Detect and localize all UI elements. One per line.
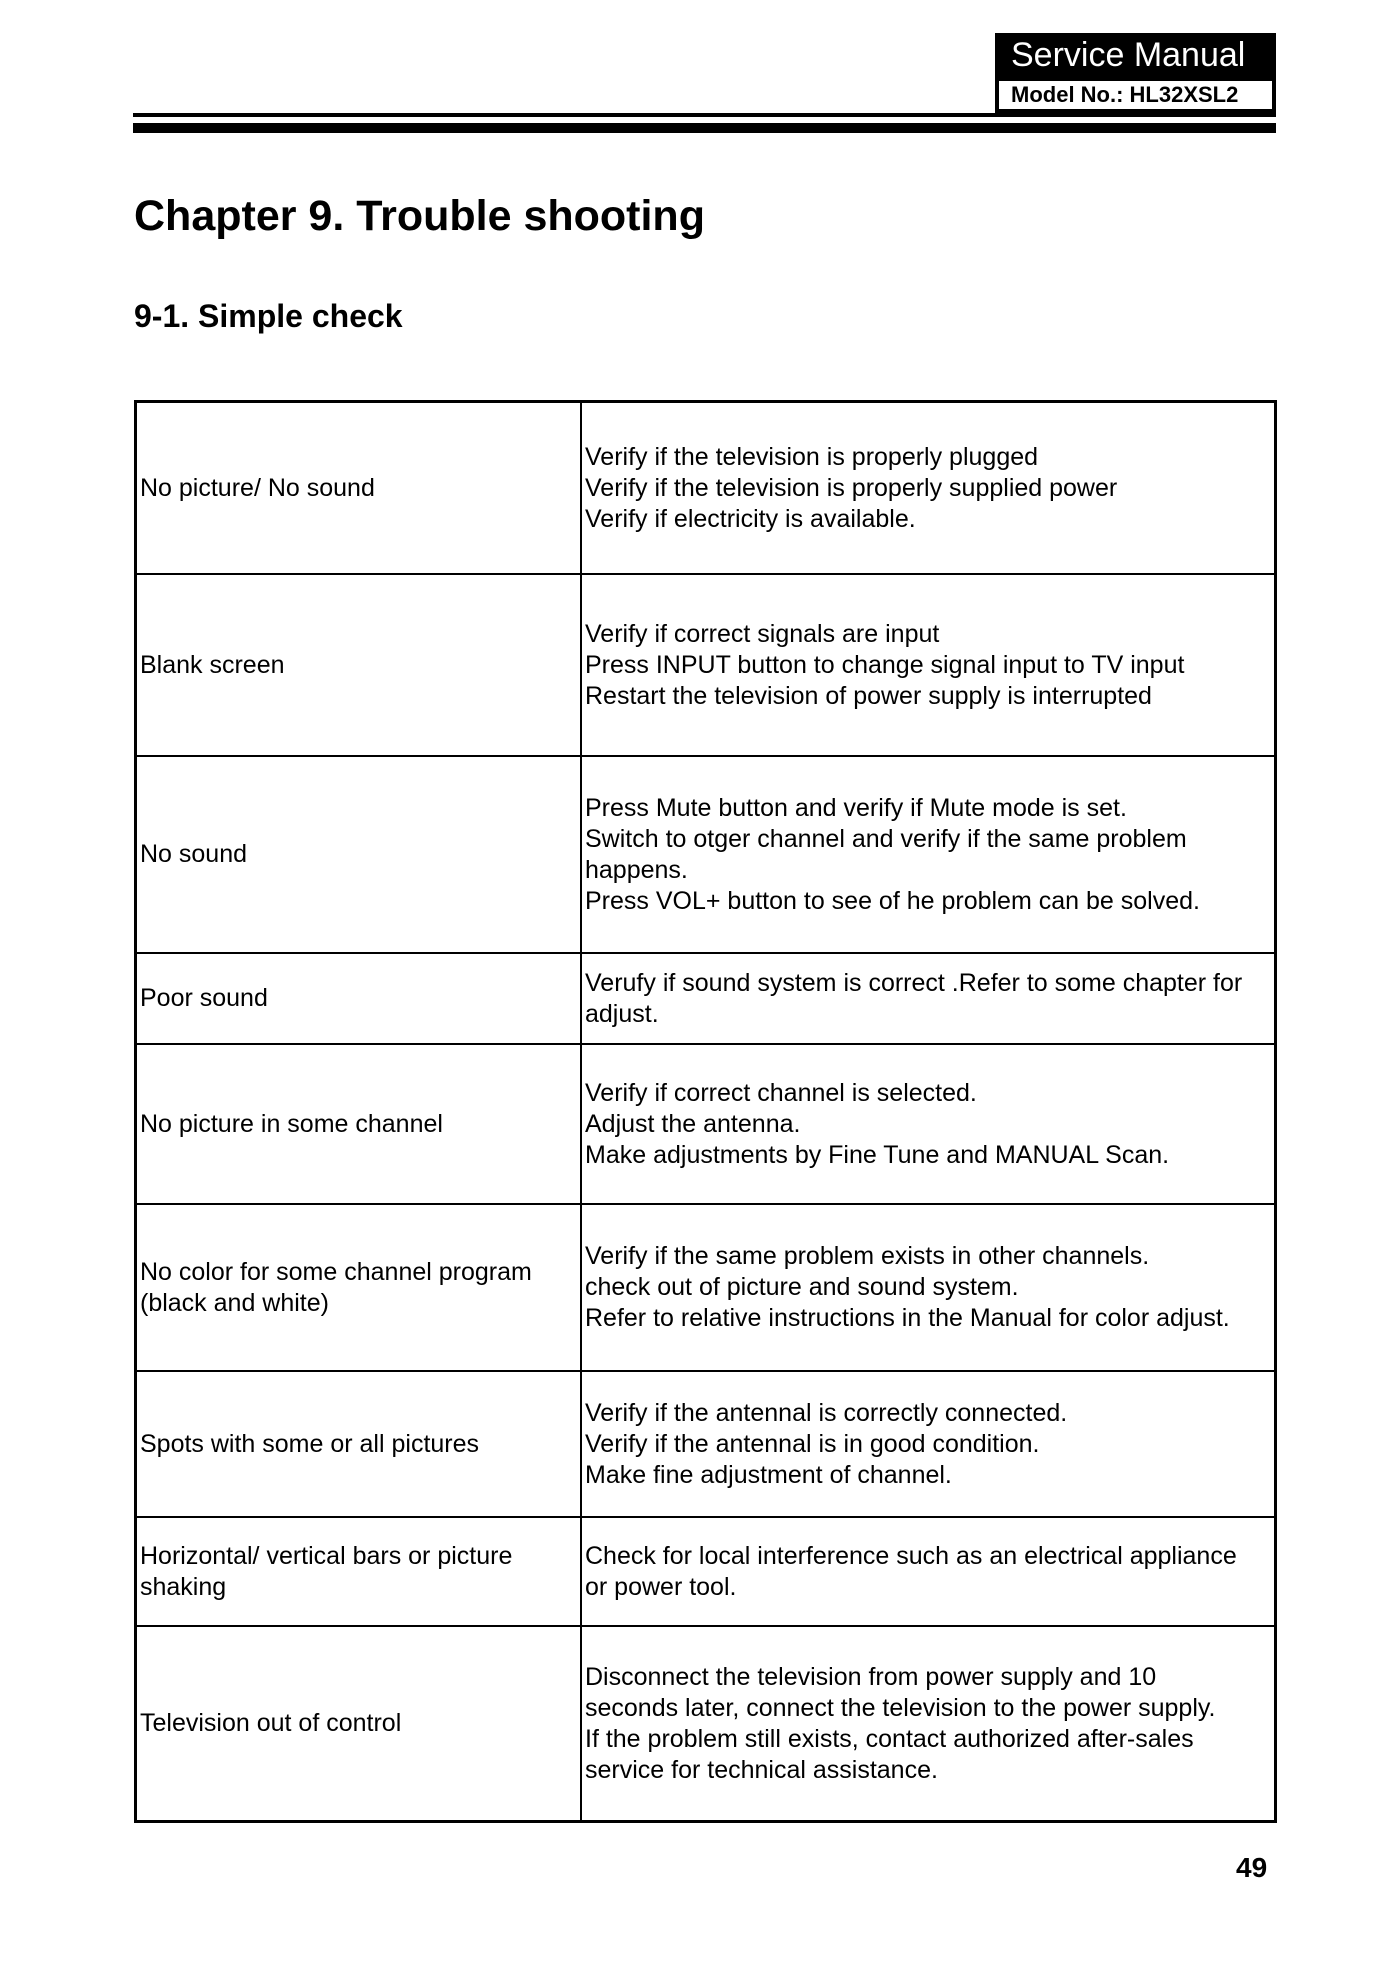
solution-line: Verufy if sound system is correct .Refer to some chapter for (585, 968, 1243, 997)
problem-line: (black and white) (140, 1288, 329, 1317)
problem-cell (140, 1045, 578, 1203)
solution-cell (585, 1518, 1275, 1625)
table-row (137, 1372, 1274, 1518)
solution-cell (585, 1045, 1275, 1203)
solution-line: happens. (585, 855, 688, 884)
manual-title: Service Manual (995, 33, 1276, 77)
solution-cell (585, 1627, 1275, 1820)
solution-line: Verify if the antennal is correctly connected. (585, 1398, 1068, 1427)
solution-line: Press Mute button and verify if Mute mode is set. (585, 793, 1127, 822)
table-row (137, 757, 1274, 954)
solution-line: Press VOL+ button to see of he problem can be solved. (585, 886, 1200, 915)
solution-line: Make fine adjustment of channel. (585, 1460, 952, 1489)
problem-line: No color for some channel program (140, 1257, 532, 1286)
solution-line: adjust. (585, 999, 659, 1028)
section-title: 9-1. Simple check (134, 298, 403, 334)
solution-line: Verify if the television is properly plugged (585, 442, 1039, 471)
solution-line: or power tool. (585, 1572, 737, 1601)
solution-line: Verify if correct signals are input (585, 619, 940, 648)
solution-line: Verify if electricity is available. (585, 504, 916, 533)
solution-cell (585, 757, 1275, 952)
problem-cell (140, 575, 578, 755)
problem-line: Poor sound (140, 984, 268, 1012)
problem-line: Blank screen (140, 650, 285, 679)
solution-line: If the problem still exists, contact authorized after-sales (585, 1724, 1194, 1753)
problem-cell (140, 1627, 578, 1820)
solution-line: Refer to relative instructions in the Manual for color adjust. (585, 1304, 1230, 1332)
problem-cell (140, 1205, 578, 1370)
problem-cell (140, 954, 578, 1043)
page-number: 49 (1236, 1852, 1268, 1883)
solution-cell (585, 1372, 1275, 1516)
troubleshooting-table (134, 400, 1277, 1823)
solution-cell (585, 1205, 1275, 1370)
problem-line: shaking (140, 1572, 227, 1601)
solution-line: Check for local interference such as an electrical appliance (585, 1541, 1237, 1570)
solution-line: service for technical assistance. (585, 1755, 938, 1784)
chapter-title: Chapter 9. Trouble shooting (134, 192, 705, 240)
problem-line: Spots with some or all pictures (140, 1429, 480, 1458)
solution-line: Restart the television of power supply is interrupted (585, 681, 1152, 710)
table-row (137, 1627, 1274, 1820)
solution-line: Switch to otger channel and verify if the same problem (585, 824, 1187, 853)
solution-line: Verify if correct channel is selected. (585, 1078, 977, 1107)
problem-cell (140, 403, 578, 573)
solution-line: Verify if the same problem exists in other channels. (585, 1242, 1150, 1270)
problem-cell (140, 1372, 578, 1516)
solution-cell (585, 575, 1275, 755)
problem-cell (140, 1518, 578, 1625)
solution-cell (585, 403, 1275, 573)
problem-line: No picture in some channel (140, 1109, 443, 1138)
problem-line: No picture/ No sound (140, 473, 375, 502)
header-rule-thin (133, 113, 1276, 117)
solution-line: Make adjustments by Fine Tune and MANUAL Scan. (585, 1140, 1170, 1169)
model-number: Model No.: HL32XSL2 (995, 77, 1276, 113)
table-row (137, 1518, 1274, 1627)
solution-line: check out of picture and sound system. (585, 1273, 1019, 1301)
problem-line: Horizontal/ vertical bars or picture (140, 1541, 513, 1570)
table-row (137, 1045, 1274, 1205)
table-row (137, 403, 1274, 575)
table-row (137, 954, 1274, 1045)
table-row (137, 1205, 1274, 1372)
table-row (137, 575, 1274, 757)
header-rule-thick (133, 123, 1276, 133)
solution-line: Disconnect the television from power supply and 10 (585, 1662, 1157, 1691)
problem-line: No sound (140, 840, 248, 868)
solution-line: Press INPUT button to change signal input to TV input (585, 650, 1185, 679)
solution-line: Verify if the television is properly supplied power (585, 473, 1118, 502)
solution-line: seconds later, connect the television to the power supply. (585, 1693, 1216, 1722)
problem-cell (140, 757, 578, 952)
solution-line: Adjust the antenna. (585, 1109, 801, 1138)
problem-line: Television out of control (140, 1709, 402, 1737)
header-badge (995, 33, 1276, 113)
solution-line: Verify if the antennal is in good condition. (585, 1429, 1040, 1458)
solution-cell (585, 954, 1275, 1043)
